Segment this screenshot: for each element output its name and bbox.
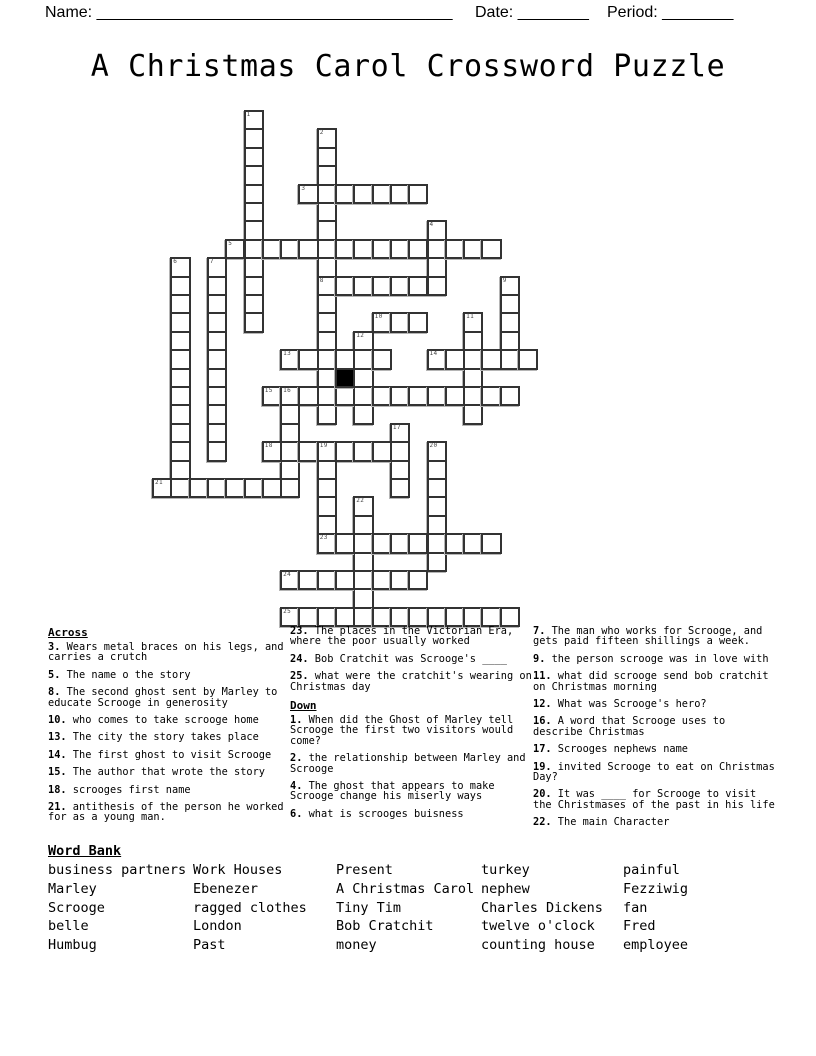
grid-cell[interactable] — [244, 202, 264, 222]
grid-cell[interactable] — [427, 220, 447, 240]
grid-cell[interactable] — [317, 533, 337, 553]
cell-number: 23 — [319, 534, 328, 542]
grid-cell[interactable] — [372, 386, 392, 406]
word-bank-item: Tiny Tim — [336, 899, 402, 916]
grid-cell[interactable] — [335, 349, 355, 369]
grid-cell[interactable] — [244, 110, 264, 130]
grid-cell[interactable] — [317, 496, 337, 516]
word-bank-item: Humbug — [48, 937, 97, 954]
word-bank-item: counting house — [481, 937, 595, 954]
clue-item: 22. The main Character — [533, 816, 670, 829]
grid-cell[interactable] — [427, 496, 447, 516]
grid-cell[interactable] — [500, 276, 520, 296]
clue-number: 4. — [290, 780, 303, 793]
grid-cell[interactable] — [353, 404, 373, 424]
grid-cell[interactable] — [335, 386, 355, 406]
clue-number: 9. — [533, 652, 546, 665]
grid-cell[interactable] — [353, 588, 373, 608]
clue-number: 20. — [533, 788, 552, 801]
grid-cell[interactable] — [390, 184, 410, 204]
grid-cell[interactable] — [500, 349, 520, 369]
grid-cell[interactable] — [463, 312, 483, 332]
grid-cell[interactable] — [280, 478, 300, 498]
clue-number: 13. — [48, 731, 67, 744]
word-bank-column-5 — [623, 861, 688, 955]
grid-cell[interactable] — [207, 423, 227, 443]
grid-cell[interactable] — [353, 368, 373, 388]
grid-cell[interactable] — [427, 552, 447, 572]
cell-number: 15 — [264, 387, 273, 394]
grid-cell[interactable] — [298, 386, 318, 406]
clue-item: 5. The name o the story — [48, 668, 191, 681]
grid-cell[interactable] — [500, 331, 520, 351]
grid-cell[interactable] — [152, 478, 172, 498]
word-bank-item: Scrooge — [48, 899, 105, 916]
grid-cell[interactable] — [353, 349, 373, 369]
grid-cell[interactable] — [280, 423, 300, 443]
grid-cell[interactable] — [244, 294, 264, 314]
clue-number: 11. — [533, 670, 552, 683]
clue-column-1 — [48, 626, 291, 830]
grid-cell[interactable] — [481, 533, 501, 553]
grid-cell[interactable] — [372, 276, 392, 296]
grid-cell[interactable] — [335, 276, 355, 296]
cell-number: 22 — [356, 497, 365, 505]
grid-cell[interactable] — [353, 184, 373, 204]
grid-cell[interactable] — [280, 349, 300, 369]
grid-cell[interactable] — [317, 202, 337, 222]
clue-number: 22. — [533, 816, 552, 829]
grid-cell[interactable] — [353, 239, 373, 259]
cell-number: 17 — [392, 423, 401, 431]
clue-item: 13. The city the story takes place — [48, 731, 259, 744]
grid-cell[interactable] — [317, 349, 337, 369]
grid-cell[interactable] — [390, 533, 410, 553]
clue-item: 24. Bob Cratchit was Scrooge's ____ — [290, 652, 507, 665]
clue-item: 20. It was ____ for Scrooge to visit the Christmases of the past in his life — [533, 788, 775, 811]
word-bank-item: Marley — [48, 880, 97, 897]
word-bank-item: A Christmas Carol — [336, 880, 475, 897]
grid-cell[interactable] — [207, 441, 227, 461]
grid-cell[interactable] — [170, 368, 190, 388]
grid-cell[interactable] — [170, 460, 190, 480]
clue-item: 23. The places in the Victorian Era, where the poor usually worked — [290, 625, 514, 648]
grid-cell[interactable] — [280, 239, 300, 259]
grid-cell[interactable] — [262, 441, 282, 461]
grid-cell[interactable] — [262, 386, 282, 406]
grid-cell[interactable] — [225, 478, 245, 498]
grid-cell[interactable] — [317, 239, 337, 259]
grid-cell[interactable] — [390, 460, 410, 480]
grid-cell[interactable] — [408, 184, 428, 204]
grid-cell[interactable] — [408, 533, 428, 553]
cell-number: 4 — [429, 221, 434, 229]
clue-number: 19. — [533, 760, 552, 773]
grid-cell[interactable] — [335, 441, 355, 461]
grid-cell[interactable] — [170, 478, 190, 498]
grid-cell[interactable] — [372, 239, 392, 259]
grid-cell[interactable] — [427, 386, 447, 406]
word-bank-item: business partners — [48, 862, 187, 878]
grid-cell[interactable] — [207, 368, 227, 388]
clue-item: 14. The first ghost to visit Scrooge — [48, 748, 272, 761]
black-cell — [335, 368, 355, 388]
clue-item: 17. Scrooges nephews name — [533, 743, 688, 756]
word-bank-item: Bob Cratchit — [336, 918, 434, 935]
word-bank-item: turkey — [481, 862, 530, 878]
grid-cell[interactable] — [244, 220, 264, 240]
grid-cell[interactable] — [390, 386, 410, 406]
grid-cell[interactable] — [244, 276, 264, 296]
period-line: ________ — [662, 4, 734, 21]
grid-cell[interactable] — [244, 147, 264, 167]
grid-cell[interactable] — [372, 533, 392, 553]
grid-cell[interactable] — [280, 386, 300, 406]
grid-cell[interactable] — [170, 441, 190, 461]
grid-cell[interactable] — [207, 349, 227, 369]
grid-cell[interactable] — [298, 184, 318, 204]
grid-cell[interactable] — [390, 312, 410, 332]
clue-item: 12. What was Scrooge's hero? — [533, 698, 707, 711]
grid-cell[interactable] — [317, 386, 337, 406]
grid-cell[interactable] — [317, 404, 337, 424]
cell-number: 9 — [502, 276, 507, 284]
clue-number: 8. — [48, 686, 61, 699]
cell-number: 1 — [246, 111, 251, 118]
grid-cell[interactable] — [207, 257, 227, 277]
grid-cell[interactable] — [335, 533, 355, 553]
clues-heading-down: Down — [290, 699, 317, 713]
cell-number: 13 — [283, 350, 292, 358]
grid-cell[interactable] — [170, 331, 190, 351]
grid-cell[interactable] — [298, 441, 318, 461]
grid-cell[interactable] — [335, 184, 355, 204]
grid-cell[interactable] — [408, 276, 428, 296]
grid-cell[interactable] — [170, 312, 190, 332]
cell-number: 20 — [429, 442, 438, 450]
grid-cell[interactable] — [463, 331, 483, 351]
grid-cell[interactable] — [500, 386, 520, 406]
page-title: A Christmas Carol Crossword Puzzle — [90, 49, 726, 84]
grid-cell[interactable] — [317, 184, 337, 204]
grid-cell[interactable] — [317, 478, 337, 498]
grid-cell[interactable] — [353, 276, 373, 296]
cell-number: 5 — [228, 239, 233, 247]
word-bank-item: London — [193, 918, 242, 935]
cell-number: 19 — [319, 442, 328, 450]
grid-cell[interactable] — [189, 478, 209, 498]
clue-number: 6. — [290, 807, 303, 820]
clue-number: 2. — [290, 752, 303, 765]
grid-cell[interactable] — [427, 478, 447, 498]
cell-number: 8 — [319, 276, 324, 284]
clue-number: 21. — [48, 801, 67, 814]
grid-cell[interactable] — [372, 349, 392, 369]
grid-cell[interactable] — [353, 386, 373, 406]
grid-cell[interactable] — [427, 239, 447, 259]
grid-cell[interactable] — [463, 533, 483, 553]
clue-item: 25. what were the cratchit's wearing on Christmas day — [290, 670, 532, 693]
clue-item: 6. what is scrooges buisness — [290, 807, 464, 820]
clue-number: 24. — [290, 652, 309, 665]
cell-number: 25 — [283, 607, 292, 615]
grid-cell[interactable] — [481, 386, 501, 406]
grid-cell[interactable] — [427, 349, 447, 369]
grid-cell[interactable] — [317, 570, 337, 590]
clue-item: 1. When did the Ghost of Marley tell Scrooge the first two visitors would come? — [290, 714, 514, 747]
word-bank-column-4 — [481, 861, 603, 955]
grid-cell[interactable] — [298, 570, 318, 590]
grid-cell[interactable] — [244, 128, 264, 148]
clue-number: 14. — [48, 748, 67, 761]
grid-cell[interactable] — [463, 386, 483, 406]
word-bank-item: fan — [623, 899, 648, 916]
word-bank-item: painful — [623, 862, 680, 878]
grid-cell[interactable] — [170, 349, 190, 369]
cell-number: 7 — [209, 258, 214, 266]
clue-column-2 — [290, 626, 533, 826]
grid-cell[interactable] — [390, 570, 410, 590]
word-bank-item: Charles Dickens — [481, 899, 603, 916]
grid-cell[interactable] — [427, 276, 447, 296]
grid-cell[interactable] — [500, 294, 520, 314]
grid-cell[interactable] — [518, 349, 538, 369]
grid-cell[interactable] — [372, 441, 392, 461]
grid-cell[interactable] — [298, 349, 318, 369]
word-bank-heading: Word Bank — [48, 843, 122, 859]
cell-number: 24 — [283, 571, 292, 578]
clue-item: 3. Wears metal braces on his legs, and carries a crutch — [48, 641, 284, 664]
grid-cell[interactable] — [244, 257, 264, 277]
grid-cell[interactable] — [372, 184, 392, 204]
grid-cell[interactable] — [317, 165, 337, 185]
grid-cell[interactable] — [463, 239, 483, 259]
word-bank-item: ragged clothes — [193, 899, 307, 916]
clue-item: 10. who comes to take scrooge home — [48, 714, 259, 727]
grid-cell[interactable] — [427, 533, 447, 553]
grid-cell[interactable] — [445, 386, 465, 406]
clue-item: 9. the person scrooge was in love with — [533, 652, 769, 665]
grid-cell[interactable] — [335, 570, 355, 590]
word-bank-item: Fred — [623, 918, 656, 935]
word-bank-item: employee — [623, 937, 689, 954]
clue-number: 16. — [533, 715, 552, 728]
grid-cell[interactable] — [244, 184, 264, 204]
grid-cell[interactable] — [207, 404, 227, 424]
grid-cell[interactable] — [317, 147, 337, 167]
grid-cell[interactable] — [427, 460, 447, 480]
word-bank-column-3 — [336, 861, 474, 955]
grid-cell[interactable] — [353, 552, 373, 572]
clue-number: 1. — [290, 714, 303, 727]
grid-cell[interactable] — [408, 239, 428, 259]
cell-number: 18 — [264, 442, 273, 450]
grid-cell[interactable] — [244, 165, 264, 185]
grid-cell[interactable] — [207, 386, 227, 406]
grid-cell[interactable] — [207, 312, 227, 332]
grid-cell[interactable] — [317, 441, 337, 461]
grid-cell[interactable] — [262, 478, 282, 498]
grid-cell[interactable] — [408, 570, 428, 590]
grid-cell[interactable] — [427, 257, 447, 277]
word-bank-item: twelve o'clock — [481, 918, 595, 935]
grid-cell[interactable] — [372, 570, 392, 590]
grid-cell[interactable] — [390, 239, 410, 259]
grid-cell[interactable] — [170, 386, 190, 406]
grid-cell[interactable] — [317, 515, 337, 535]
clue-number: 5. — [48, 668, 61, 681]
grid-cell[interactable] — [280, 441, 300, 461]
grid-cell[interactable] — [244, 312, 264, 332]
cell-number: 2 — [319, 129, 324, 137]
grid-cell[interactable] — [390, 478, 410, 498]
clue-number: 7. — [533, 625, 546, 637]
grid-cell[interactable] — [445, 349, 465, 369]
grid-cell[interactable] — [170, 404, 190, 424]
grid-cell[interactable] — [317, 312, 337, 332]
grid-cell[interactable] — [427, 515, 447, 535]
grid-cell[interactable] — [317, 460, 337, 480]
grid-cell[interactable] — [353, 533, 373, 553]
grid-cell[interactable] — [317, 276, 337, 296]
grid-cell[interactable] — [463, 349, 483, 369]
clue-number: 3. — [48, 641, 61, 653]
clue-item: 7. The man who works for Scrooge, and gets paid fifteen shillings a week. — [533, 625, 763, 648]
grid-cell[interactable] — [353, 496, 373, 516]
cell-number: 16 — [283, 387, 292, 394]
grid-cell[interactable] — [463, 404, 483, 424]
cell-number: 3 — [301, 184, 306, 192]
clue-item: 16. A word that Scrooge uses to describe Christmas — [533, 715, 726, 738]
grid-cell[interactable] — [280, 570, 300, 590]
clue-item: 21. antithesis of the person he worked for as a young man. — [48, 801, 284, 824]
name-line: ________________________________________ — [96, 4, 453, 21]
grid-cell[interactable] — [317, 128, 337, 148]
grid-cell[interactable] — [500, 312, 520, 332]
clue-number: 25. — [290, 670, 309, 683]
grid-cell[interactable] — [244, 478, 264, 498]
word-bank-item: Ebenezer — [193, 880, 259, 897]
grid-cell[interactable] — [390, 441, 410, 461]
clue-item: 2. the relationship between Marley and Scrooge — [290, 752, 526, 775]
grid-cell[interactable] — [408, 386, 428, 406]
grid-cell[interactable] — [317, 294, 337, 314]
clue-item: 15. The author that wrote the story — [48, 766, 265, 779]
grid-cell[interactable] — [207, 276, 227, 296]
grid-cell[interactable] — [481, 239, 501, 259]
grid-cell[interactable] — [427, 441, 447, 461]
word-bank-column-2 — [193, 861, 307, 955]
clue-item: 4. The ghost that appears to make Scrooge change his miserly ways — [290, 780, 495, 803]
grid-cell[interactable] — [280, 460, 300, 480]
clue-number: 18. — [48, 783, 67, 796]
grid-cell[interactable] — [225, 239, 245, 259]
word-bank-item: Fezziwig — [623, 880, 689, 897]
grid-cell[interactable] — [335, 239, 355, 259]
period-label: Period: — [607, 4, 658, 21]
cell-number: 21 — [155, 479, 164, 486]
grid-cell[interactable] — [207, 331, 227, 351]
grid-cell[interactable] — [207, 478, 227, 498]
grid-cell[interactable] — [353, 331, 373, 351]
name-label: Name: — [45, 4, 93, 21]
clue-item: 11. what did scrooge send bob cratchit on Christmas morning — [533, 670, 769, 693]
word-bank-item: Present — [336, 862, 393, 878]
grid-cell[interactable] — [317, 220, 337, 240]
cell-number: 14 — [429, 350, 438, 358]
grid-cell[interactable] — [317, 368, 337, 388]
clue-number: 17. — [533, 743, 552, 756]
cell-number: 11 — [466, 313, 475, 321]
grid-cell[interactable] — [170, 423, 190, 443]
cell-number: 10 — [374, 313, 383, 321]
grid-cell[interactable] — [463, 368, 483, 388]
cell-number: 6 — [173, 258, 178, 266]
word-bank-item: nephew — [481, 880, 530, 897]
clue-item: 8. The second ghost sent by Marley to educate Scrooge in generosity — [48, 686, 278, 709]
grid-cell[interactable] — [353, 515, 373, 535]
cell-number: 12 — [356, 331, 365, 339]
word-bank-item: Past — [193, 937, 226, 954]
grid-cell[interactable] — [353, 570, 373, 590]
word-bank-item: belle — [48, 918, 89, 935]
date-line: ________ — [517, 4, 589, 21]
clue-number: 10. — [48, 714, 67, 727]
grid-cell[interactable] — [390, 423, 410, 443]
grid-cell[interactable] — [445, 239, 465, 259]
grid-cell[interactable] — [298, 239, 318, 259]
clue-column-3 — [533, 626, 776, 835]
word-bank-item: Work Houses — [193, 862, 283, 878]
grid-cell[interactable] — [170, 257, 190, 277]
grid-cell[interactable] — [317, 257, 337, 277]
grid-cell[interactable] — [372, 312, 392, 332]
clues-heading-across: Across — [48, 626, 88, 639]
word-bank-item: money — [336, 937, 377, 954]
grid-cell[interactable] — [317, 331, 337, 351]
grid-cell[interactable] — [353, 441, 373, 461]
word-bank-column-1 — [48, 861, 186, 955]
grid-cell[interactable] — [170, 276, 190, 296]
grid-cell[interactable] — [280, 404, 300, 424]
grid-cell[interactable] — [262, 239, 282, 259]
clue-item: 18. scrooges first name — [48, 783, 191, 796]
grid-cell[interactable] — [207, 294, 227, 314]
clue-item: 19. invited Scrooge to eat on Christmas Day? — [533, 760, 775, 784]
grid-cell[interactable] — [445, 533, 465, 553]
grid-cell[interactable] — [244, 239, 264, 259]
clue-number: 12. — [533, 698, 552, 711]
clue-number: 23. — [290, 625, 309, 637]
clue-number: 15. — [48, 766, 67, 779]
grid-cell[interactable] — [481, 349, 501, 369]
grid-cell[interactable] — [390, 276, 410, 296]
date-label: Date: — [475, 4, 514, 21]
grid-cell[interactable] — [170, 294, 190, 314]
grid-cell[interactable] — [408, 312, 428, 332]
